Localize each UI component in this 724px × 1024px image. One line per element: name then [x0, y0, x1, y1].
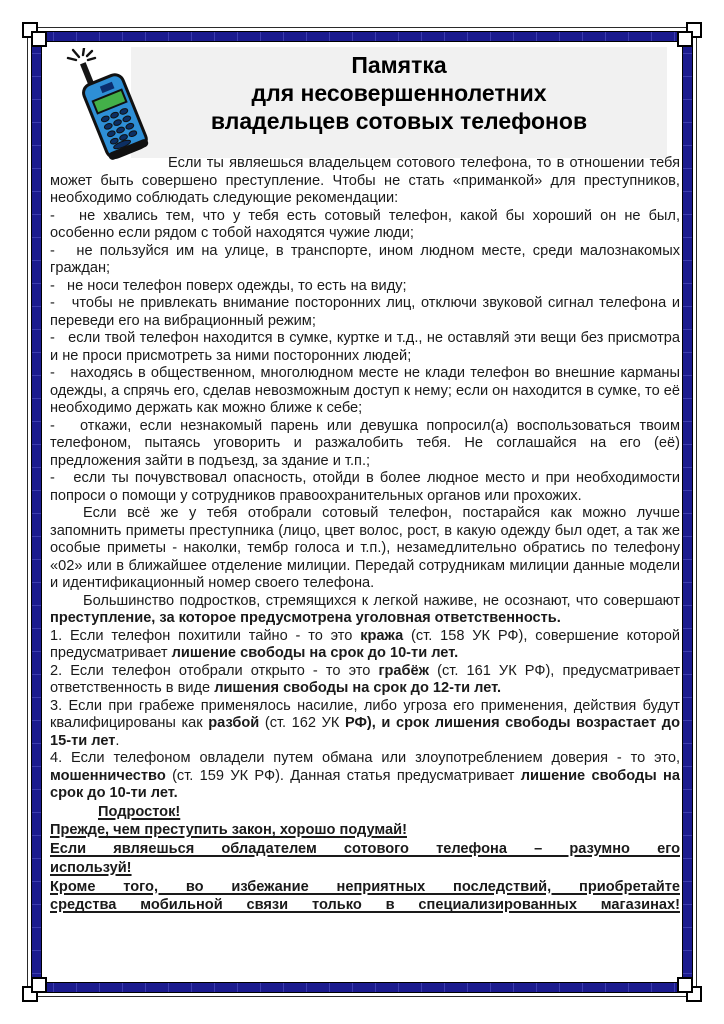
tip-item — [50, 418, 680, 471]
text-run: средства мобильной связи только в специализированных магазинах! — [50, 897, 680, 914]
text-run: Большинство подростков, стремящихся к легкой наживе, не осознают, что совершают — [83, 592, 680, 609]
frame-corner-ornament — [20, 970, 54, 1004]
tip-item — [50, 243, 680, 278]
frame-corner-ornament — [670, 20, 704, 54]
text-run: 4. Если телефоном овладели путем обмана или злоупотреблением доверия - то это, — [50, 750, 680, 766]
text-run: Подросток! — [98, 803, 181, 820]
text-run: (ст. 162 УК — [259, 715, 345, 731]
title-line-2: для несовершеннолетних — [251, 80, 547, 106]
text-run: - не носи телефон поверх одежды, то есть на виду; — [50, 277, 407, 294]
text-run: 1. Если телефон похитили тайно - то это — [50, 627, 361, 644]
text-run: Прежде, чем преступить закон, хорошо подумай! — [50, 822, 407, 839]
text-run: лишение свободы на срок до 10-ти лет. — [50, 767, 680, 801]
text-run: - если твой телефон находится в сумке, куртке и т.д., не оставляй эти вещи без присмотра и не проси присмотреть за ними посторонних людей; — [50, 330, 680, 364]
body-text — [50, 155, 680, 915]
text-run: . — [115, 732, 120, 749]
text-run: Кроме того, во избежание неприятных последствий, приобретайте — [50, 878, 680, 895]
law-item-3 — [50, 698, 680, 751]
frame-band-right — [682, 31, 693, 993]
tip-item — [50, 330, 680, 365]
text-run: - если ты почувствовал опасность, отойди в более людное место и при необходимости попроси о помощи у сотрудников правоохранительных органов или прохожих. — [50, 470, 680, 504]
text-run: - чтобы не привлекать внимание посторонних лиц, отключи звуковой сигнал телефона и переведи его на вибрационный режим; — [50, 295, 680, 329]
intro-paragraph — [50, 155, 680, 208]
text-run: мошенничество — [50, 767, 166, 784]
text-run: (ст. 161 УК РФ), предусматривает ответственность в виде — [50, 662, 681, 696]
text-run: используй! — [50, 859, 132, 876]
text-run: - находясь в общественном, многолюдном месте не клади телефон во внешние карманы одежды, а спрячь его, сделав невозможным доступ к нему; если он находится в сумке, то её необходимо держать как можно ближе к себе; — [50, 365, 680, 416]
text-run: Если всё же у тебя отобрали сотовый телефон, постарайся как можно лучше запомнить приметы преступника (лицо, цвет волос, рост, в какую одежду был одет, а так же особые приметы - наколки, тембр голоса и т.п.), незамедлительно обратись по телефону «02» или в ближайшее отделение милиции. Передай сотрудникам милиции данные модели и идентификационный номер своего телефона. — [50, 505, 680, 591]
slogan-think — [50, 821, 680, 840]
warning-paragraph — [50, 593, 680, 628]
text-run: лишения свободы на срок до 12-ти лет. — [214, 680, 502, 696]
text-run: преступление, за которое предусмотрена уголовная ответственность. — [50, 610, 561, 626]
page-title — [131, 51, 667, 135]
tip-item — [50, 278, 680, 296]
text-run: Если являешься обладателем сотового телефона – разумно его — [50, 841, 680, 858]
text-run: (ст. 158 УК РФ), совершение которой предусматривает — [50, 627, 680, 661]
tip-item — [50, 470, 680, 505]
text-run: грабёж — [378, 662, 430, 679]
law-item-1 — [50, 628, 680, 663]
frame-band-bottom — [31, 982, 693, 993]
slogan-buy-certified — [50, 878, 680, 916]
text-run: 2. Если телефон отобрали открыто - то это — [50, 662, 379, 679]
text-run: 3. Если при грабеже применялось насилие, либо угроза его применения, действия будут квалифицированы как — [50, 697, 680, 731]
title-line-1: Памятка — [351, 52, 447, 78]
tip-item — [50, 365, 680, 418]
text-run: разбой — [208, 715, 260, 731]
teen-heading — [50, 803, 680, 822]
stolen-paragraph — [50, 505, 680, 593]
text-run: (ст. 159 УК РФ). Данная статья предусматривает — [165, 767, 521, 784]
title-line-3: владельцев сотовых телефонов — [210, 108, 588, 134]
text-run: Если ты являешься владельцем сотового телефона, то в отношении тебя может быть совершено преступление. Чтобы не стать «приманкой» для преступников, необходимо соблюдать следующие рекомендации: — [50, 155, 680, 206]
frame-band-top — [31, 31, 693, 42]
frame-corner-ornament — [20, 20, 54, 54]
frame-corner-ornament — [670, 970, 704, 1004]
text-run: кража — [360, 627, 404, 644]
text-run: РФ), и срок лишения свободы возрастает до 15-ти лет — [50, 715, 680, 749]
text-run: лишение свободы на срок до 10-ти лет. — [171, 645, 459, 661]
text-run: - не пользуйся им на улице, в транспорте, ином людном месте, среди малознакомых граждан; — [50, 242, 680, 276]
frame-band-left — [31, 31, 42, 993]
law-item-2 — [50, 663, 680, 698]
text-run: - откажи, если незнакомый парень или девушка попросил(а) воспользоваться твоим телефоном, пытаясь уговорить и разжалобить тебя. Не соглашайся на его (её) предложения зайти в подъезд, за здание и т.п.; — [50, 417, 680, 469]
slogan-use-wisely — [50, 840, 680, 878]
law-item-4 — [50, 750, 680, 803]
text-run: - не хвались тем, что у тебя есть сотовый телефон, какой бы хороший он не был, особенно если рядом с тобой находятся чужие люди; — [50, 207, 680, 241]
tip-item — [50, 208, 680, 243]
tip-item — [50, 295, 680, 330]
